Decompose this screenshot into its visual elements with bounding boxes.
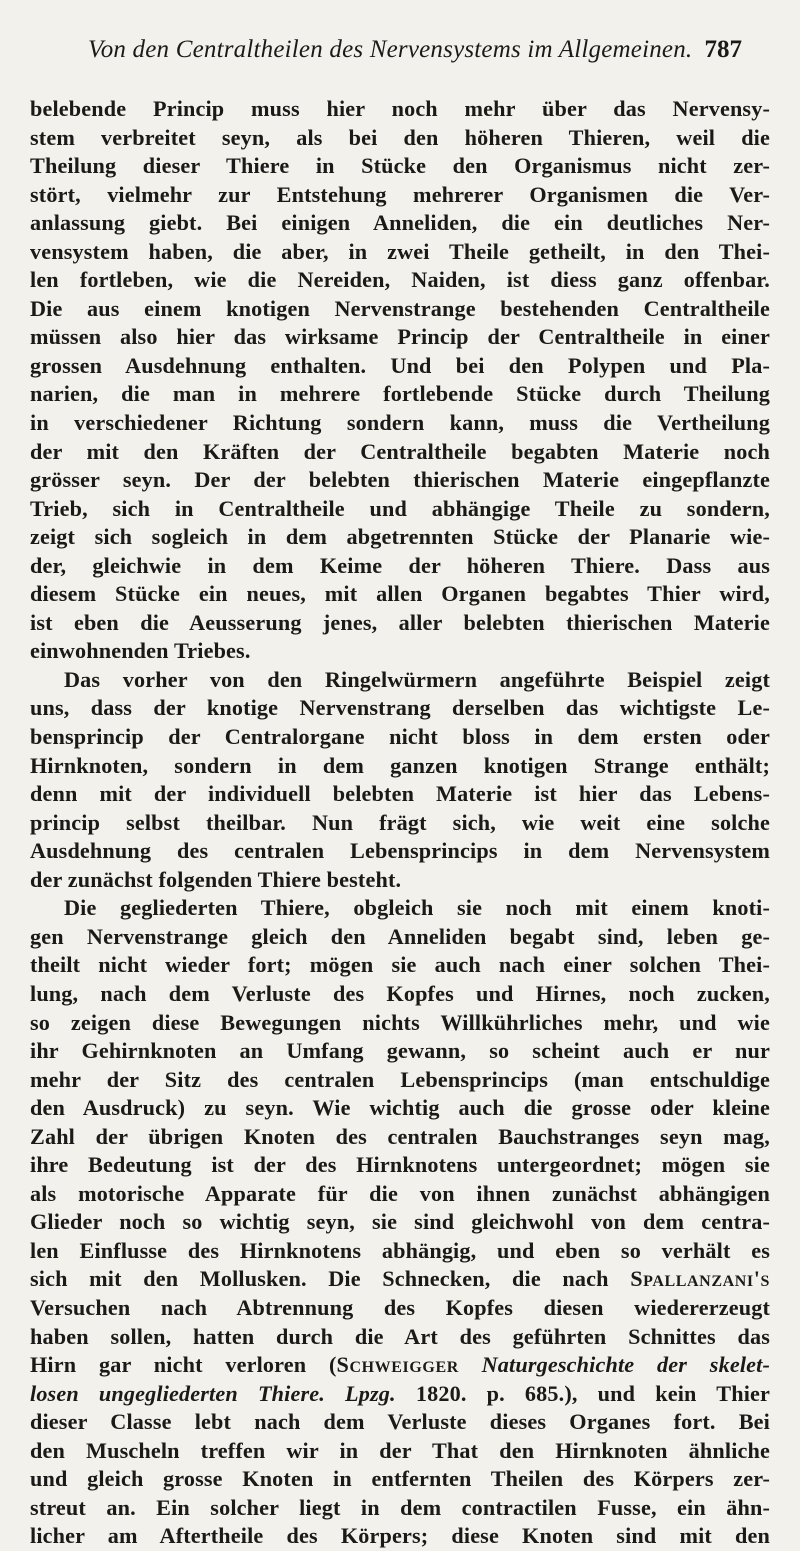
line-text: den Muscheln treffen wir in der That den Hirnknoten ähnliche bbox=[30, 1437, 770, 1463]
line-text: uns, dass der knotige Nervenstrang derselben das wichtigste Le- bbox=[30, 695, 770, 721]
text-line bbox=[30, 1465, 770, 1494]
line-text: Trieb, sich in Centraltheile und abhängige Theile zu sondern, bbox=[30, 495, 770, 521]
text-line bbox=[30, 923, 770, 952]
line-text: sich mit den Mollusken. Die Schnecken, die nach bbox=[30, 1266, 631, 1292]
text-line bbox=[30, 1494, 770, 1523]
text-line bbox=[30, 1522, 770, 1551]
line-text: ihre Bedeutung ist der des Hirnknotens untergeordnet; mögen sie bbox=[30, 1152, 770, 1178]
text-line bbox=[30, 1180, 770, 1209]
text-line bbox=[30, 124, 770, 153]
text-line bbox=[30, 723, 770, 752]
line-text: haben sollen, hatten durch die Art des geführten Schnittes das bbox=[30, 1323, 770, 1349]
text-line bbox=[30, 809, 770, 838]
text-line bbox=[30, 352, 770, 381]
line-text: diesem Stücke ein neues, mit allen Organen begabtes Thier wird, bbox=[30, 581, 770, 607]
text-line bbox=[30, 980, 770, 1009]
line-text: so zeigen diese Bewegungen nichts Willkührliches mehr, und wie bbox=[30, 1009, 770, 1035]
body-text bbox=[30, 95, 770, 1551]
text-line bbox=[30, 380, 770, 409]
text-line bbox=[30, 1066, 770, 1095]
text-line bbox=[30, 1208, 770, 1237]
text-line bbox=[30, 580, 770, 609]
line-text: anlassung giebt. Bei einigen Anneliden, die ein deutliches Ner- bbox=[30, 210, 770, 236]
line-text: stem verbreitet seyn, als bei den höheren Thieren, weil die bbox=[30, 124, 770, 150]
line-text: müssen also hier das wirksame Princip der Centraltheile in einer bbox=[30, 324, 770, 350]
line-text: belebende Princip muss hier noch mehr über das Nervensy- bbox=[30, 96, 770, 121]
text-line bbox=[30, 866, 770, 895]
text-line bbox=[30, 1294, 770, 1323]
text-line bbox=[30, 181, 770, 210]
line-text: dieser Classe lebt nach dem Verluste dieses Organes fort. Bei bbox=[30, 1409, 770, 1435]
text-line bbox=[30, 694, 770, 723]
line-text: lung, nach dem Verluste des Kopfes und Hirnes, noch zucken, bbox=[30, 980, 770, 1006]
line-text: Ausdehnung des centralen Lebensprincips in dem Nervensystem bbox=[30, 838, 770, 864]
text-line bbox=[30, 152, 770, 181]
text-line bbox=[30, 1408, 770, 1437]
line-text: ist eben die Aeusserung jenes, aller belebten thierischen Materie bbox=[30, 609, 770, 635]
text-line bbox=[30, 1380, 770, 1409]
text-line bbox=[30, 780, 770, 809]
line-text: len Einflusse des Hirnknotens abhängig, und eben so verhält es bbox=[30, 1237, 770, 1263]
text-line bbox=[30, 1123, 770, 1152]
text-line bbox=[30, 666, 770, 695]
line-text: und gleich grosse Knoten in entfernten Theilen des Körpers zer- bbox=[30, 1466, 770, 1492]
text-line bbox=[30, 837, 770, 866]
text-line bbox=[30, 1094, 770, 1123]
text-line bbox=[30, 1323, 770, 1352]
line-text: den Ausdruck) zu seyn. Wie wichtig auch die grosse oder kleine bbox=[30, 1095, 770, 1121]
text-line bbox=[30, 466, 770, 495]
line-text: Versuchen nach Abtrennung des Kopfes diesen wiedererzeugt bbox=[30, 1294, 770, 1320]
line-text: stört, vielmehr zur Entstehung mehrerer Organismen die Ver- bbox=[30, 181, 770, 207]
line-text: der zunächst folgenden Thiere besteht. bbox=[30, 866, 402, 892]
page-number: 787 bbox=[704, 36, 742, 63]
text-line bbox=[30, 295, 770, 324]
line-text: len fortleben, wie die Nereiden, Naiden, ist diess ganz offenbar. bbox=[30, 267, 770, 293]
text-line bbox=[30, 238, 770, 267]
line-text: Hirnknoten, sondern in dem ganzen knotigen Strange enthält; bbox=[30, 752, 770, 778]
line-text: bensprincip der Centralorgane nicht bloss in dem ersten oder bbox=[30, 724, 770, 750]
line-text: narien, die man in mehrere fortlebende Stücke durch Theilung bbox=[30, 381, 770, 407]
text-line bbox=[30, 1237, 770, 1266]
line-text: der mit den Kräften der Centraltheile begabten Materie noch bbox=[30, 438, 770, 464]
line-text: der, gleichwie in dem Keime der höheren Thiere. Dass aus bbox=[30, 552, 770, 578]
line-text: Glieder noch so wichtig seyn, sie sind gleichwohl von dem centra- bbox=[30, 1209, 770, 1235]
italic-title: losen ungegliederten Thiere. Lpzg. bbox=[30, 1380, 396, 1406]
text-line bbox=[30, 1009, 770, 1038]
author-name: Spallanzani's bbox=[630, 1266, 770, 1292]
author-name: Schweigger bbox=[336, 1352, 459, 1378]
italic-title: Naturgeschichte der skelet- bbox=[458, 1352, 770, 1378]
line-text: grossen Ausdehnung enthalten. Und bei den Polypen und Pla- bbox=[30, 352, 770, 378]
line-text: Zahl der übrigen Knoten des centralen Bauchstranges seyn mag, bbox=[30, 1123, 770, 1149]
text-line bbox=[30, 209, 770, 238]
text-line bbox=[30, 1437, 770, 1466]
text-line bbox=[30, 894, 770, 923]
line-text: Hirn gar nicht verloren ( bbox=[30, 1352, 337, 1378]
line-text: Das vorher von den Ringelwürmern angeführte Beispiel zeigt bbox=[64, 666, 770, 692]
line-text: ihr Gehirnknoten an Umfang gewann, so scheint auch er nur bbox=[30, 1038, 770, 1064]
text-line bbox=[30, 1351, 770, 1380]
text-line bbox=[30, 752, 770, 781]
line-text: Die aus einem knotigen Nervenstrange bestehenden Centraltheile bbox=[30, 295, 770, 321]
line-text: princip selbst theilbar. Nun frägt sich, wie weit eine solche bbox=[30, 809, 770, 835]
text-line bbox=[30, 266, 770, 295]
text-line bbox=[30, 95, 770, 124]
line-text: gen Nervenstrange gleich den Anneliden begabt sind, leben ge- bbox=[30, 923, 770, 949]
text-line bbox=[30, 1265, 770, 1294]
line-text: mehr der Sitz des centralen Lebensprincips (man entschuldige bbox=[30, 1066, 770, 1092]
line-text: in verschiedener Richtung sondern kann, muss die Vertheilung bbox=[30, 410, 770, 436]
line-text: grösser seyn. Der der belebten thierischen Materie eingepflanzte bbox=[30, 467, 770, 493]
line-text: denn mit der individuell belebten Materie ist hier das Lebens- bbox=[30, 781, 770, 807]
text-line bbox=[30, 495, 770, 524]
text-line bbox=[30, 1037, 770, 1066]
text-line bbox=[30, 1151, 770, 1180]
text-line bbox=[30, 609, 770, 638]
line-text: 1820. p. 685.), und kein Thier bbox=[395, 1380, 771, 1406]
line-text: einwohnenden Triebes. bbox=[30, 638, 251, 664]
text-line bbox=[30, 323, 770, 352]
text-line bbox=[30, 552, 770, 581]
text-line bbox=[30, 409, 770, 438]
text-line bbox=[30, 637, 770, 666]
line-text: streut an. Ein solcher liegt in dem contractilen Fusse, ein ähn- bbox=[30, 1494, 770, 1520]
line-text: theilt nicht wieder fort; mögen sie auch nach einer solchen Thei- bbox=[30, 952, 770, 978]
line-text: zeigt sich sogleich in dem abgetrennten Stücke der Planarie wie- bbox=[30, 524, 770, 550]
line-text: licher am Aftertheile des Körpers; diese Knoten sind mit den bbox=[30, 1523, 770, 1549]
text-line bbox=[30, 438, 770, 467]
line-text: Die gegliederten Thiere, obgleich sie noch mit einem knoti- bbox=[64, 895, 770, 921]
line-text: als motorische Apparate für die von ihnen zunächst abhängigen bbox=[30, 1180, 770, 1206]
text-line bbox=[30, 951, 770, 980]
running-head-title: Von den Centraltheilen des Nervensystems im Allgemeinen. bbox=[88, 36, 693, 63]
running-head bbox=[88, 32, 742, 72]
line-text: Theilung dieser Thiere in Stücke den Organismus nicht zer- bbox=[30, 153, 770, 179]
line-text: vensystem haben, die aber, in zwei Theile getheilt, in den Thei- bbox=[30, 238, 770, 264]
text-line bbox=[30, 523, 770, 552]
